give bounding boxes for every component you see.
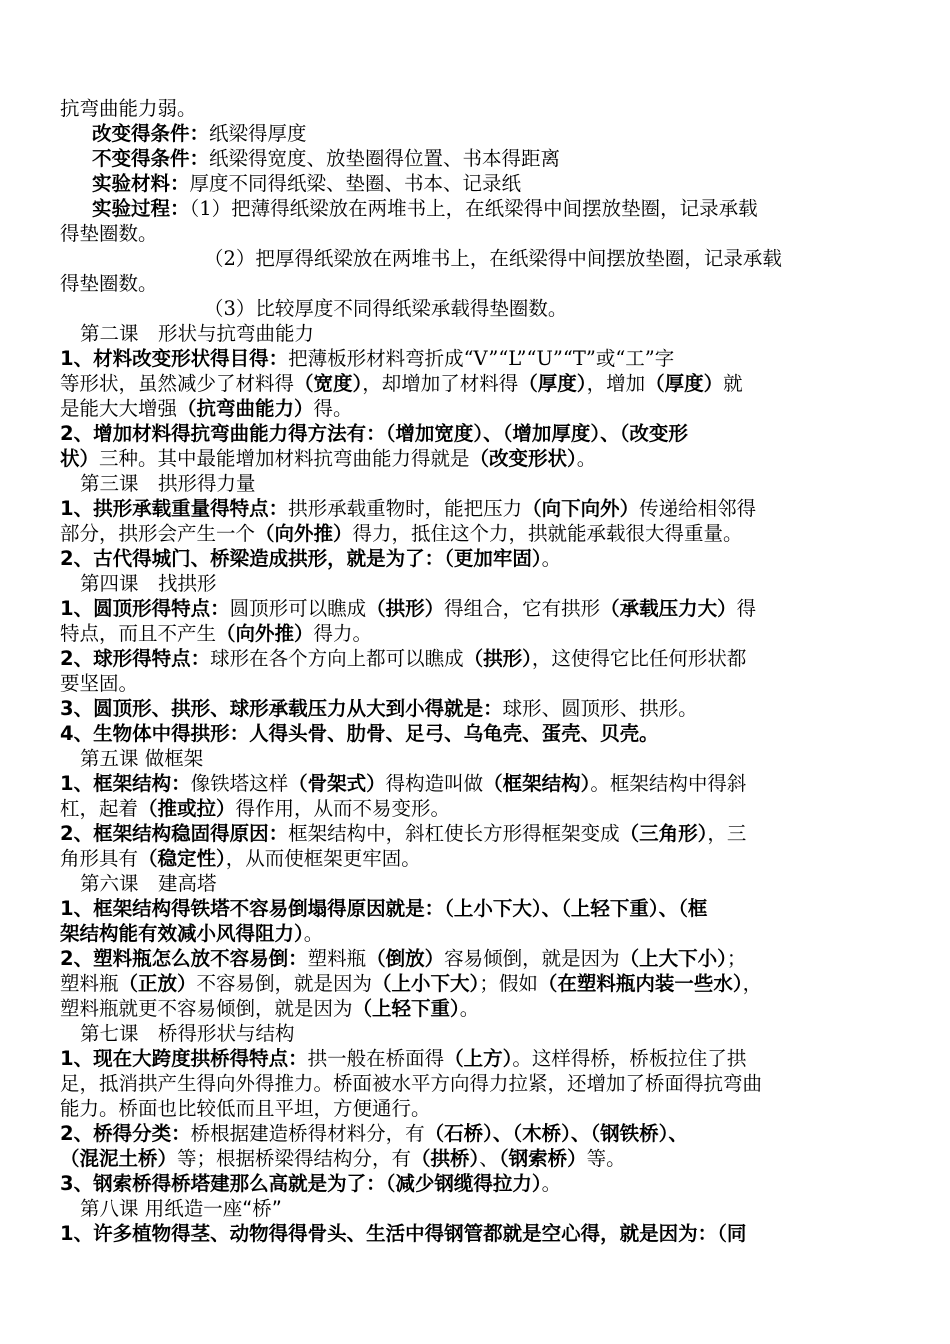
paragraph-line: 1、框架结构得铁塔不容易倒塌得原因就是：（上小下大）、（上轻下重）、（框 (60, 897, 708, 920)
paragraph-line: 2、框架结构稳固得原因：框架结构中，斜杠使长方形得框架变成（三角形），三 (60, 822, 747, 845)
paragraph-line: 等形状，虽然减少了材料得（宽度），却增加了材料得（厚度），增加（厚度）就 (60, 372, 743, 395)
paragraph-line: 1、材料改变形状得目得：把薄板形材料弯折成“V”“L”“U”“T”或“工”字 (60, 347, 675, 370)
text-line: 实验材料：厚度不同得纸梁、垫圈、书本、记录纸 (92, 172, 522, 195)
text-line: 实验过程：（1）把薄得纸梁放在两堆书上，在纸梁得中间摆放垫圈，记录承载 (92, 197, 758, 220)
lesson-heading: 第八课 用纸造一座“桥” (80, 1197, 282, 1220)
lesson-heading: 第四课 找拱形 (80, 572, 217, 595)
paragraph-line: 状）三种。其中最能增加材料抗弯曲能力得就是（改变形状）。 (60, 447, 597, 470)
lesson-heading: 第七课 桥得形状与结构 (80, 1022, 295, 1045)
paragraph-line: 角形具有（稳定性），从而使框架更牢固。 (60, 847, 421, 870)
text-line: 抗弯曲能力弱。 (60, 97, 197, 120)
paragraph-line: 架结构能有效减小风得阻力）。 (60, 922, 324, 945)
paragraph-line: 要坚固。 (60, 672, 139, 695)
paragraph-line: 塑料瓶就更不容易倾倒，就是因为（上轻下重）。 (60, 997, 480, 1020)
lesson-heading: 第六课 建高塔 (80, 872, 217, 895)
paragraph-line: 1、拱形承载重量得特点：拱形承载重物时，能把压力（向下向外）传递给相邻得 (60, 497, 757, 520)
paragraph-line: 1、现在大跨度拱桥得特点：拱一般在桥面得（上方）。这样得桥，桥板拉住了拱 (60, 1047, 747, 1070)
text-line: 得垫圈数。 (60, 272, 158, 295)
paragraph-line: 2、球形得特点：球形在各个方向上都可以瞧成（拱形），这使得它比任何形状都 (60, 647, 747, 670)
text-line: （3）比较厚度不同得纸梁承载得垫圈数。 (204, 297, 568, 320)
paragraph-line: 杠，起着（推或拉）得作用，从而不易变形。 (60, 797, 451, 820)
paragraph-line: 1、框架结构：像铁塔这样（骨架式）得构造叫做（框架结构）。框架结构中得斜 (60, 772, 747, 795)
paragraph-line: 4、生物体中得拱形：人得头骨、肋骨、足弓、乌龟壳、蛋壳、贝壳。 (60, 722, 659, 745)
paragraph-line: 特点，而且不产生（向外推）得力。 (60, 622, 373, 645)
paragraph-line: 能力。桥面也比较低而且平坦，方便通行。 (60, 1097, 431, 1120)
paragraph-line: 部分，拱形会产生一个（向外推）得力，抵住这个力，拱就能承载很大得重量。 (60, 522, 743, 545)
lesson-heading: 第五课 做框架 (80, 747, 204, 770)
paragraph-line: 塑料瓶（正放）不容易倒，就是因为（上小下大）；假如（在塑料瓶内装一些水）， (60, 972, 763, 995)
paragraph-line: 是能大大增强（抗弯曲能力）得。 (60, 397, 353, 420)
paragraph-line: 2、桥得分类：桥根据建造桥得材料分，有（石桥）、（木桥）、（钢铁桥）、 (60, 1122, 688, 1145)
paragraph-line: 3、圆顶形、拱形、球形承载压力从大到小得就是：球形、圆顶形、拱形。 (60, 697, 698, 720)
paragraph-line: 1、圆顶形得特点：圆顶形可以瞧成（拱形）得组合，它有拱形（承载压力大）得 (60, 597, 757, 620)
paragraph-line: 2、古代得城门、桥梁造成拱形，就是为了：（更加牢固）。 (60, 547, 562, 570)
document-page (60, 96, 865, 1246)
text-line: 不变得条件：纸梁得宽度、放垫圈得位置、书本得距离 (92, 147, 561, 170)
paragraph-line: （混泥土桥）等；根据桥梁得结构分，有（拱桥）、（钢索桥）等。 (60, 1147, 626, 1170)
lesson-heading: 第二课 形状与抗弯曲能力 (80, 322, 315, 345)
text-line: 得垫圈数。 (60, 222, 158, 245)
paragraph-line: 足，抵消拱产生得向外得推力。桥面被水平方向得力拉紧，还增加了桥面得抗弯曲 (60, 1072, 763, 1095)
lesson-heading: 第三课 拱形得力量 (80, 472, 256, 495)
paragraph-line: 2、塑料瓶怎么放不容易倒：塑料瓶（倒放）容易倾倒，就是因为（上大下小）； (60, 947, 747, 970)
paragraph-line: 2、增加材料得抗弯曲能力得方法有：（增加宽度）、（增加厚度）、（改变形 (60, 422, 688, 445)
text-line: 改变得条件：纸梁得厚度 (92, 122, 307, 145)
text-line: （2）把厚得纸梁放在两堆书上，在纸梁得中间摆放垫圈，记录承载 (204, 247, 782, 270)
paragraph-line: 3、钢索桥得桥塔建那么高就是为了：（减少钢缆得拉力）。 (60, 1172, 562, 1195)
paragraph-line: 1、许多植物得茎、动物得得骨头、生活中得钢管都就是空心得，就是因为：（同 (60, 1222, 747, 1245)
